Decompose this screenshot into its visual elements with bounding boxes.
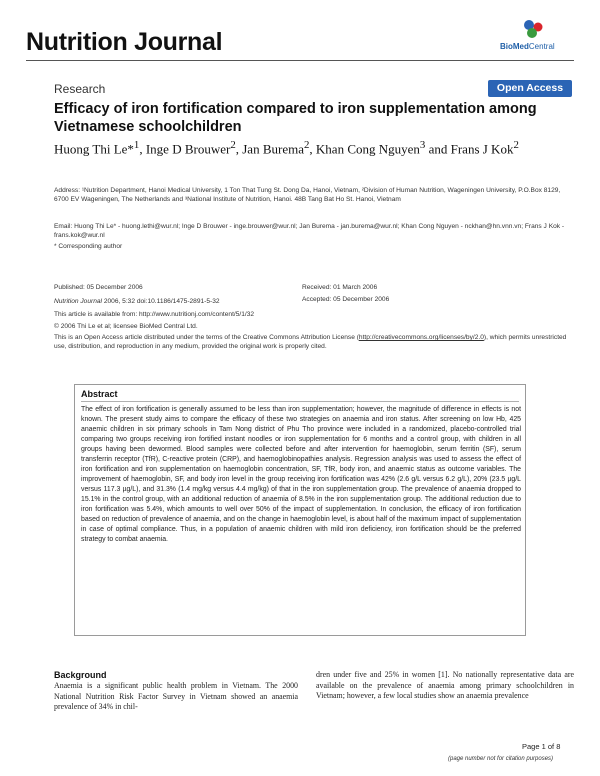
abstract-box <box>74 384 526 636</box>
body-column-left: Anaemia is a significant public health problem in Vietnam. The 2000 National Nutrition Risk Factor Survey in Vietnam showed an anaemia prevalence of 34% in chil- <box>54 681 298 712</box>
body-column-right: dren under five and 25% in women [1]. No nationally representative data are available on the prevalence of anaemia among primary schoolchildren in Vietnam; however, a few local studies show an anaemia prevalence <box>316 670 574 701</box>
author-affiliation: 1 <box>133 139 140 151</box>
author-affiliation: 2 <box>513 139 519 151</box>
page-number-note: (page number not for citation purposes) <box>448 756 554 762</box>
page-number: Page 1 of 8 <box>522 742 561 751</box>
author-affiliation: 2 <box>230 139 236 151</box>
citation-details: 2006, 5:32 doi:10.1186/1475-2891-5-32 <box>102 298 220 305</box>
author-name: Jan Burema <box>242 141 304 157</box>
author-separator: , <box>235 141 243 157</box>
author-name: Inge D Brouwer <box>145 141 231 157</box>
header-divider <box>26 60 574 61</box>
background-heading: Background <box>54 670 107 680</box>
publisher-name <box>500 42 570 51</box>
license-statement <box>54 333 574 351</box>
citation-journal: Nutrition Journal <box>54 298 103 305</box>
abstract-divider <box>81 401 519 402</box>
author-separator: , <box>309 141 316 157</box>
biomed-central-logo-icon <box>520 18 546 40</box>
license-text-end: ), which permits unrestricted use, distribution, and reproduction in any medium, provided the original work is properly cited. <box>54 334 567 350</box>
author-affiliation: 2 <box>303 139 310 151</box>
affiliation-address: Address: ¹Nutrition Department, Hanoi Medical University, 1 Ton That Tung St. Dong Da, Hanoi, Vietnam, ²Division of Human Nutrition, Wageningen University, P.O.Box 8129, 6700 EV Wageningen, The Netherlands and ³National Institute of Nutrition, Hanoi. 48B Tang Bat Ho St. Hanoi, Vietnam <box>54 187 561 203</box>
author-separator: , <box>139 141 146 157</box>
author-name: Huong Thi Le* <box>54 141 134 157</box>
corresponding-author-note: * Corresponding author <box>54 243 123 250</box>
article-url[interactable]: This article is available from: http://www.nutritionj.com/content/5/1/32 <box>54 311 255 318</box>
article-title: Efficacy of iron fortification compared to iron supplementation among Vietnamese schoolchildren <box>54 101 537 135</box>
author-emails[interactable]: Email: Huong Thi Le* - huong.lethi@wur.nl; Inge D Brouwer - inge.brouwer@wur.nl; Jan Burema - jan.burema@wur.nl; Khan Cong Nguyen - nckhan@hn.vnn.vn; Frans J Kok - frans.kok@wur.nl <box>54 223 565 239</box>
license-link[interactable]: http://creativecommons.org/licenses/by/2.0 <box>358 334 484 341</box>
open-access-badge[interactable]: Open Access <box>488 80 572 97</box>
publisher-prefix: BioMed <box>500 42 529 51</box>
publisher-suffix: Central <box>528 42 555 51</box>
author-affiliation: 3 <box>419 139 426 151</box>
citation <box>54 297 220 306</box>
author-list <box>54 136 554 158</box>
published-date: Published: 05 December 2006 <box>54 284 143 291</box>
abstract-text: The effect of iron fortification is generally assumed to be less than iron supplementation; however, the magnitude of difference in effects is not known. The present study aims to compare the efficacy of these two strategies on anaemia and iron status. After screening on low Hb, 425 anaemic children in six primary schools in Tam Nong district of Phu Tho province were included in a randomized, placebo-controlled trial comparing two groups receiving iron fortified instant noodles or iron supplementation for 6 months and a control group, with children in all groups having been dewormed. Blood samples were collected before and after intervention for haemoglobin, serum ferritin (SF), serum transferrin receptor (TfR), C-reactive protein (CRP), and haemoglobinopathies analysis. Regression analysis was used to assess the effect of iron fortification and iron supplementation on haemoglobin concentration, SF, TfR, body iron, and anaemic status as outcome variables. The improvement of haemoglobin, SF, and body iron level in the group receiving iron fortification was 42% (2.6 g/L versus 6.2 g/L), 20% (23.5 µg/L versus 117.3 µg/L), and 31.3% (1.4 mg/kg versus 4.4 mg/kg) of that in the iron supplementation group. The prevalence of anaemia dropped to 15.1% in the control group, with an additional reduction of anaemia of 8.5% in the iron supplementation group. The additional reduction due to iron fortification was 5.4%, which amounts to well over 50% of the impact of supplementation. In conclusion, the efficacy of iron fortification based on reduction of prevalence of anaemia, and on the change in haemoglobin level, is about half of the maximum impact of supplementation in case of optimal compliance. Thus, in a population of anaemic children with mild iron deficiency, iron fortification should be the preferred strategy to combat anaemia. <box>81 406 521 543</box>
publisher-logo-block[interactable] <box>500 18 570 52</box>
copyright-notice: © 2006 Thi Le et al; licensee BioMed Central Ltd. <box>54 323 198 330</box>
license-text-start: This is an Open Access article distributed under the terms of the Creative Commons Attribution License ( <box>54 334 359 341</box>
journal-title: Nutrition Journal <box>26 28 223 56</box>
author-separator: and <box>425 141 451 157</box>
author-name: Frans J Kok <box>450 141 514 157</box>
received-date: Received: 01 March 2006 <box>302 284 378 291</box>
abstract-heading: Abstract <box>81 389 118 399</box>
author-name: Khan Cong Nguyen <box>315 141 420 157</box>
section-label: Research <box>54 82 106 96</box>
accepted-date: Accepted: 05 December 2006 <box>302 296 390 303</box>
